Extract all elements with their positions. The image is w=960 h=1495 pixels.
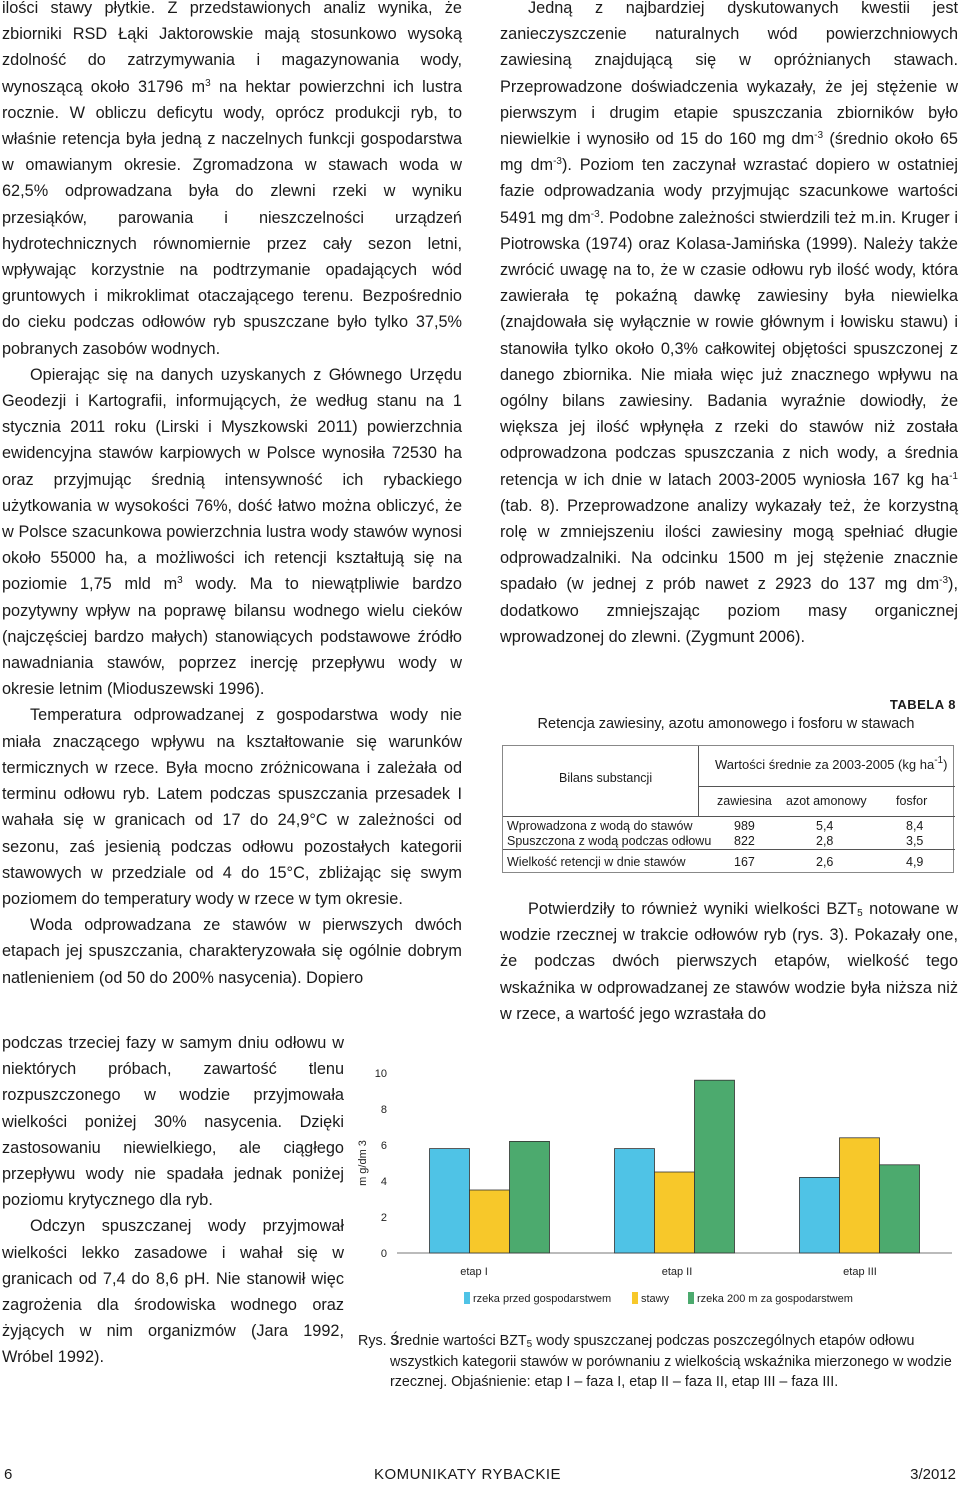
paragraph-temperature: Temperatura odprowadzanej z gospodarstwa wody nie miała znaczącego wpływu na kształtowanie się warunków termicznych w rzece. Była mocno zróżnicowana i zależała od terminu odłowu ryb. Latem podczas spuszczania przesadek I wahała się w granicach od 17 do 24,9°C w zależności od sezonu, zaś jesienią podczas odłowu pozostałych kategorii stawowych w przedziale od 4 do 15°C, zbliżając się swym poziomem do temperatury wody w rzece w tym okresie. <box>2 706 462 908</box>
journal-name: KOMUNIKATY RYBACKIE <box>374 1466 562 1483</box>
table-cell: 4,9 <box>906 855 924 869</box>
legend-label: rzeka przed gospodarstwem <box>473 1293 612 1305</box>
legend-swatch <box>688 1292 694 1304</box>
chart-legend <box>464 1292 853 1305</box>
bar-1-0 <box>470 1190 510 1253</box>
legend-swatch <box>464 1292 470 1304</box>
paragraph-ph: Odczyn spuszczanej wody przyjmował wielkości lekko zasadowe i wahał się w granicach od 7,4 do 8,6 pH. Nie stanowił więc zagrożenia dla środowiska wodnego oraz żyjących w nim organizmów (Jara 1992, Wróbel 1992). <box>2 1217 344 1367</box>
x-tick-label: etap III <box>843 1266 877 1278</box>
table-row-label: Wprowadzona z wodą do stawów <box>507 819 693 833</box>
table-cell: 989 <box>734 819 755 833</box>
table-cell: 2,8 <box>816 834 834 848</box>
left-column-narrow <box>2 1030 344 1371</box>
right-column-lower <box>500 896 958 1027</box>
chart-bars <box>430 1080 920 1253</box>
bar-2-0 <box>510 1141 550 1253</box>
y-tick-label: 8 <box>380 1104 387 1116</box>
table-cell: 2,6 <box>816 855 834 869</box>
bar-0-2 <box>800 1177 840 1253</box>
bar-0-1 <box>615 1149 655 1253</box>
table-cell: 167 <box>734 855 755 869</box>
paragraph-oxygen-end: podczas trzeciej fazy w samym dniu odłowu w niektórych próbach, zawartość tlenu rozpuszczonego w wodzie przyjmowała wielkości poniżej 30% nasycenia. Dzięki zastosowaniu niewielkiego, ale ciągłego przepływu wody nie spadała jednak poniżej poziomu krytycznego dla ryb. <box>2 1034 344 1210</box>
x-tick-label: etap I <box>460 1266 488 1278</box>
paragraph-oxygen-start: Woda odprowadzana ze stawów w pierwszych dwóch etapach jej spuszczania, charakteryzowała się ogólnie dobrym natlenieniem (od 50 do 200% nasycenia). Dopiero <box>2 916 462 987</box>
group-header: Wartości średnie za 2003-2005 (kg $ha^{-1}$) <box>715 755 948 772</box>
legend-label: rzeka 200 m za gospodarstwem <box>697 1293 853 1305</box>
left-column <box>2 0 462 991</box>
paragraph-suspension: Jedną z najbardziej dyskutowanych kwestii jest zanieczyszczenie naturalnych wód powierzchniowych zawiesiną znajdującą się w opróżnianych stawach. Przeprowadzone doświadczenia wykazały, że jej stężenie w pierwszym i drugim etapie spuszczania zbiorników było niewielkie i wynosiło od 15 do 160 mg $dm^{-3}$ (średnio około 65 mg $dm^{-3}$). Poziom ten zaczynał wzrastać dopiero w ostatniej fazie odprowadzania wody przyjmując szacunkowe wartości 5491 mg $dm^{-3}$. Podobne zależności stwierdzili też m.in. Kruger i Piotrowska (1974) oraz Kolasa-Jamińska (1999). Należy także zwrócić uwagę na to, że w czasie odłowu ryb ilość wody, która zawierała tę pokaźną dawkę zawiesiny była niewielka (znajdowała się wyłącznie w rowie głównym i łowisku stawu) i stanowiła tylko około 0,3% całkowitej objętości spuszczonej z danego zbiornika. Nie miała więc już znacznego wpływu na ogólny bilans zawiesiny. Badania wyraźnie dowiodły, że większa jej ilość wpłynęła z rzeki do stawów niż została odprowadzona podczas spuszczania z nich wody, a średnia retencja w ich dnie w latach 2003-2005 wyniosła 167 kg $ha^{-1}$ (tab. 8). Przeprowadzone analizy wykazały też, że korzystną rolę w zmniejszeniu ilości zawiesiny mogą spełniać długie odprowadzalniki. Na odcinku 1500 m jej stężenie znacznie spadało (w jednej z prób nawet z 2923 do 137 mg $dm^{-3}$), dodatkowo zmniejszając poziom masy organicznej wprowadzonej do zlewni. (Zygmunt 2006). <box>500 0 958 646</box>
bar-1-1 <box>655 1172 695 1253</box>
bar-2-1 <box>695 1080 735 1253</box>
table-cell: 822 <box>734 834 755 848</box>
legend-swatch <box>632 1292 638 1304</box>
figure-caption-text: Średnie wartości $BZT_5$ wody spuszczanej podczas poszczególnych etapów odłowu wszystkich kategorii stawów w porównaniu z wielkością wskaźnika mierzonego w wodzie rzecznej. Objaśnienie: etap I – faza I, etap II – faza II, etap III – faza III. <box>390 1333 952 1390</box>
bod-bar-chart <box>352 1055 956 1315</box>
y-tick-label: 4 <box>380 1176 387 1188</box>
table-cell: 3,5 <box>906 834 924 848</box>
column-header-azot: azot amonowy <box>786 794 867 808</box>
retention-table <box>502 745 954 873</box>
x-tick-label: etap II <box>661 1266 693 1278</box>
page-number: 6 <box>4 1466 13 1483</box>
y-axis-label: m g/dm 3 <box>357 1140 369 1186</box>
issue-number: 3/2012 <box>910 1466 956 1483</box>
row-header-title: Bilans substancji <box>559 771 653 785</box>
bar-1-2 <box>840 1138 880 1253</box>
column-header-fosfor: fosfor <box>896 794 928 808</box>
y-tick-label: 0 <box>380 1248 387 1260</box>
bar-0-0 <box>430 1149 470 1253</box>
figure-label: Rys. 3. <box>358 1333 403 1349</box>
right-column <box>500 0 958 650</box>
table-cell: 5,4 <box>816 819 834 833</box>
paragraph-retention: ilości stawy płytkie. Z przedstawionych analiz wynika, że zbiorniki RSD Łąki Jaktorowskie mają stosunkowo wysoką zdolność do zatrzymywania i magazynowania wody, wynoszącą około 31796 $m^3$ na hektar powierzchni ich lustra rocznie. W obliczu deficytu wody, oprócz produkcji ryb, to właśnie retencja była jedną z naczelnych funkcji gospodarstwa w omawianym okresie. Zgromadzona w stawach woda w 62,5% odprowadzana była do zlewni rzeki w wyniku przesiąków, parowania i nieszczelności urządzeń hydrotechnicznych równomiernie przez cały sezon letni, wpływając korzystnie na podtrzymanie opadających wód gruntowych i mikroklimat otaczającego terenu. Bezpośrednio do cieku podczas odłowów ryb spuszczane było tylko 37,5% pobranych zasobów wodnych. <box>2 0 462 358</box>
paragraph-bod: Potwierdziły to również wyniki wielkości $BZT_5$ notowane w wodzie rzecznej w trakcie odłowów ryb (rys. 3). Pokazały one, że podczas dwóch pierwszych etapów, wielkość tego wskaźnika w odprowadzanej ze stawów wodzie była niższa niż w rzece, a wartość jego wzrastała do <box>500 900 958 1023</box>
legend-label: stawy <box>641 1293 670 1305</box>
table-row-label: Wielkość retencji w dnie stawów <box>507 855 686 869</box>
y-tick-label: 6 <box>380 1140 387 1152</box>
table-row-label: Spuszczona z wodą podczas odłowu <box>507 834 712 848</box>
table-cell: 8,4 <box>906 819 924 833</box>
table-label: TABELA 8 <box>889 697 956 712</box>
y-tick-label: 10 <box>374 1068 387 1080</box>
column-header-zawiesina: zawiesina <box>717 794 772 808</box>
figure-caption <box>358 1331 956 1393</box>
bar-2-2 <box>880 1165 920 1253</box>
paragraph-gugik: Opierając się na danych uzyskanych z Głównego Urzędu Geodezji i Kartografii, informujących, że według stanu na 1 stycznia 2011 roku (Lirski i Myszkowski 2011) powierzchnia ewidencyjna stawów karpiowych w Polsce wynosiła 72530 ha oraz przyjmując średnią intensywność ich rybackiego użytkowania w wysokości 76%, dość łatwo można obliczyć, że w Polsce szacunkowa powierzchnia lustra wody stawów wynosi około 55000 ha, a możliwości ich retencji kształtują się na poziomie 1,75 mld $m^3$ wody. Ma to niewątpliwie bardzo pozytywny wpływ na poprawę bilansu wodnego wielu cieków (najczęściej bardzo małych) stanowiących podstawowe źródło nawadniania stawów, poprzez inercję przepływu wody w okresie letnim (Mioduszewski 1996). <box>2 365 462 699</box>
table-caption: Retencja zawiesiny, azotu amonowego i fosforu w stawach <box>537 716 915 732</box>
y-tick-label: 2 <box>380 1212 387 1224</box>
